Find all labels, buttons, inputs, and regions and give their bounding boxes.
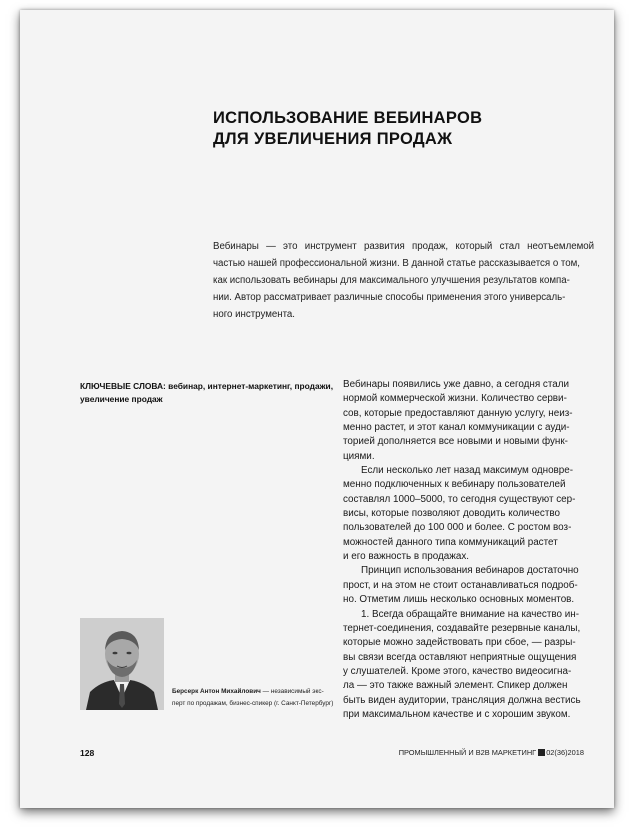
square-separator-icon bbox=[538, 749, 545, 756]
keywords-line: увеличение продаж bbox=[80, 393, 163, 404]
author-caption-line-1 bbox=[172, 686, 362, 698]
author-photo bbox=[80, 618, 164, 710]
abstract-line: частью нашей профессиональной жизни. В данной статье рассказывается о том, bbox=[213, 258, 580, 269]
title-line: ДЛЯ УВЕЛИЧЕНИЯ ПРОДАЖ bbox=[213, 130, 453, 148]
body-line: пользователей до 100 000 и более. С ростом воз- bbox=[343, 522, 572, 534]
page-number: 128 bbox=[80, 748, 95, 758]
article-body bbox=[343, 378, 605, 722]
body-line: вы связи всегда оставляют неприятные ощущения bbox=[343, 651, 577, 663]
body-line: сов, которые предоставляют данную услугу, неиз- bbox=[343, 407, 573, 419]
body-line: 1. Всегда обращайте внимание на качество ин- bbox=[361, 608, 579, 620]
keywords-line: КЛЮЧЕВЫЕ СЛОВА: вебинар, интернет-маркетинг, продажи, bbox=[80, 381, 334, 391]
author-caption-line-2: перт по продажам, бизнес-спикер (г. Санкт-Петербург) bbox=[172, 699, 334, 707]
body-line: при максимальном качестве и с хорошим звуком. bbox=[343, 708, 571, 720]
body-line: нормой коммерческой жизни. Количество серви- bbox=[343, 393, 567, 405]
issue-number: 02(36)2018 bbox=[546, 748, 584, 757]
keywords-block bbox=[80, 380, 334, 405]
body-line: торией дополняется все новыми и новыми функ- bbox=[343, 436, 568, 448]
journal-footer bbox=[399, 748, 584, 757]
body-line: менно подключенных к вебинару пользователей bbox=[343, 479, 566, 491]
body-line: составлял 1000–5000, то сегодня существуют сер- bbox=[343, 493, 576, 505]
author-name: Берсерк Антон Михайлович bbox=[172, 688, 261, 695]
body-line: Вебинары появились уже давно, а сегодня стали bbox=[343, 379, 570, 390]
body-line: прост, и на этом не стоит останавливаться подроб- bbox=[343, 579, 578, 591]
abstract-line: ного инструмента. bbox=[213, 309, 295, 320]
abstract-line: как использовать вебинары для максимального улучшения результатов компа- bbox=[213, 275, 570, 286]
body-line: но. Отметим лишь несколько основных моментов. bbox=[343, 594, 575, 606]
journal-name: ПРОМЫШЛЕННЫЙ И B2B МАРКЕТИНГ bbox=[398, 748, 537, 757]
body-line: тернет-соединения, создавайте резервные каналы, bbox=[343, 622, 581, 634]
body-line: ла — это также важный элемент. Спикер должен bbox=[343, 680, 568, 692]
abstract-line: Вебинары — это инструмент развития продаж, который стал неотъемлемой bbox=[213, 241, 595, 252]
author-desc: — независимый экс- bbox=[262, 688, 324, 695]
body-line: висы, которые позволяют доводить количество bbox=[343, 508, 561, 520]
article-abstract bbox=[213, 238, 595, 323]
body-line: которые можно задействовать при сбое, — разры- bbox=[343, 637, 576, 649]
author-portrait-image bbox=[80, 618, 164, 710]
body-line: можностей данного типа коммуникаций растет bbox=[343, 536, 558, 548]
article-title bbox=[213, 108, 573, 150]
body-line: у слушателей. Кроме этого, качество видеосигна- bbox=[343, 665, 572, 677]
body-line: Если несколько лет назад максимум одновре- bbox=[361, 465, 574, 477]
body-line: циями. bbox=[343, 450, 375, 462]
body-line: быть виден аудитории, трансляция должна вестись bbox=[343, 694, 581, 706]
body-line: менно растет, и этот канал коммуникации с ауди- bbox=[343, 422, 570, 434]
body-line: и его важность в продажах. bbox=[343, 551, 470, 563]
abstract-line: нии. Автор рассматривает различные способы применения этого универсаль- bbox=[213, 292, 566, 303]
author-caption bbox=[172, 686, 362, 709]
title-line: ИСПОЛЬЗОВАНИЕ ВЕБИНАРОВ bbox=[213, 109, 483, 127]
body-line: Принцип использования вебинаров достаточно bbox=[361, 565, 579, 577]
document-page bbox=[20, 10, 614, 808]
